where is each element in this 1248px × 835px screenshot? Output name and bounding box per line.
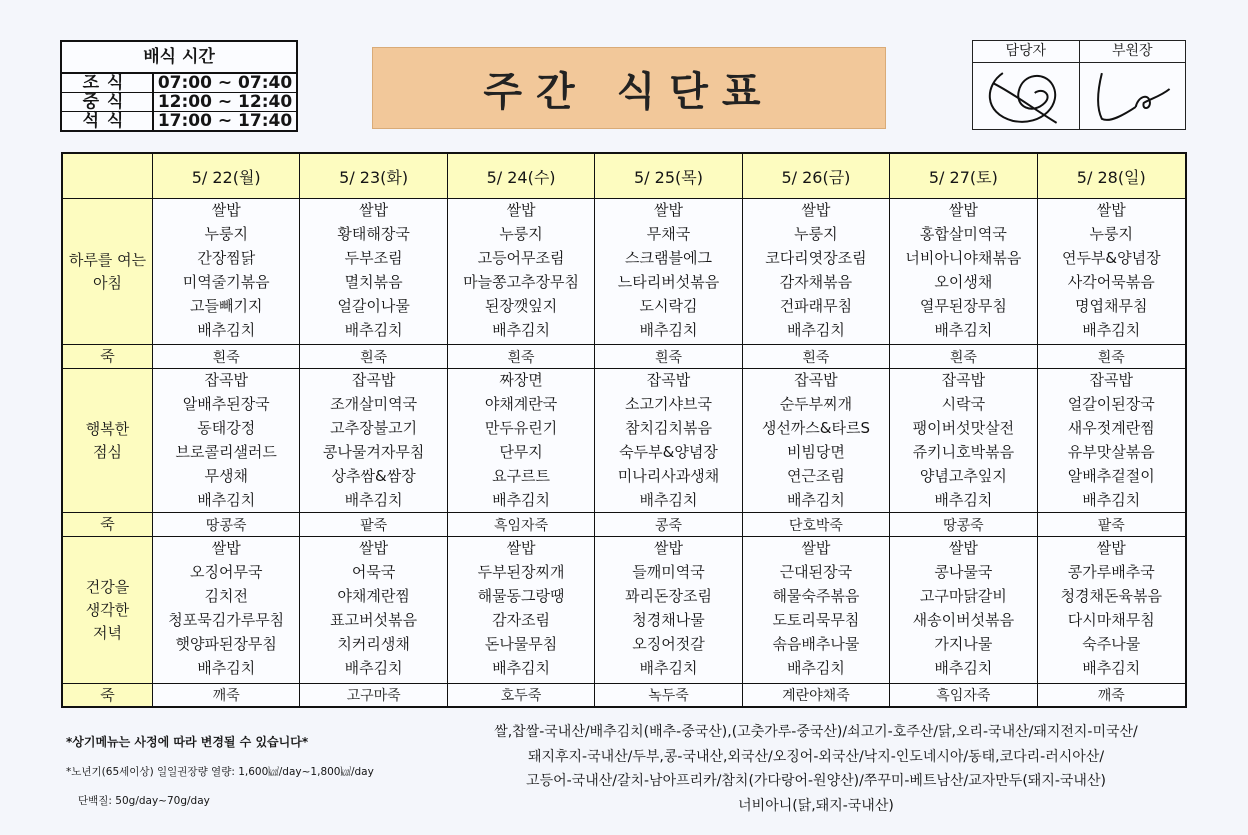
menu-item: 브로콜리샐러드: [175, 443, 277, 461]
menu-cell: [153, 369, 300, 513]
menu-item: 간장찜닭: [197, 249, 256, 267]
day-header: 5/ 23(화): [300, 154, 447, 199]
menu-item: 조개살미역국: [330, 395, 418, 413]
porridge-cell: 깨죽: [153, 684, 300, 706]
menu-item: 쌀밥: [948, 201, 978, 219]
menu-item: 만두유린기: [484, 419, 558, 437]
menu-item: 짜장면: [499, 371, 543, 389]
porridge-cell: 땅콩죽: [890, 513, 1037, 537]
meal-label: 행복한 점심: [63, 369, 153, 513]
protein-note: 단백질: 50g/day~70g/day: [78, 795, 210, 807]
origin-line: 너비아니(닭,돼지-국내산): [738, 797, 894, 814]
porridge-cell: 호두죽: [448, 684, 595, 706]
approval-box: [972, 40, 1186, 130]
menu-item: 누룽지: [794, 225, 838, 243]
menu-item: 쌀밥: [211, 539, 241, 557]
menu-cell: [890, 537, 1037, 684]
menu-item: 황태해장국: [337, 225, 410, 243]
menu-item: 배추김치: [492, 491, 551, 509]
porridge-cell: 흰죽: [890, 345, 1037, 369]
corner-cell: [63, 154, 153, 199]
meal-label: 건강을 생각한 저녁: [63, 537, 153, 684]
porridge-label: 죽: [63, 513, 153, 537]
menu-item: 소고기샤브국: [625, 395, 712, 413]
menu-item: 배추김치: [344, 321, 403, 339]
menu-item: 알배추된장국: [182, 395, 270, 413]
page-title: 주간 식단표: [483, 68, 775, 115]
menu-item: 쌀밥: [654, 201, 683, 219]
menu-item: 쌀밥: [359, 539, 389, 557]
menu-item: 미역줄기볶음: [182, 273, 270, 291]
menu-item: 치커리생채: [337, 635, 410, 653]
menu-item: 얼갈이된장국: [1067, 395, 1155, 413]
menu-item: 고구마닭갈비: [919, 587, 1007, 605]
menu-item: 요구르트: [492, 467, 551, 485]
day-header: 5/ 24(수): [448, 154, 595, 199]
origin-line: 쌀,찹쌀-국내산/배추김치(배추-중국산),(고춧가루-중국산)/쇠고기-호주산/닭,오리-국내산/돼지전지-미국산/: [494, 724, 1138, 740]
day-header: 5/ 26(금): [743, 154, 890, 199]
menu-item: 청포묵김가루무침: [168, 611, 285, 629]
menu-item: 스크램블에그: [625, 249, 712, 267]
menu-item: 야채계란국: [484, 395, 558, 413]
menu-item: 연근조림: [786, 467, 845, 485]
menu-item: 두부된장찌개: [477, 563, 565, 581]
menu-item: 감자조림: [492, 611, 551, 629]
porridge-cell: 흰죽: [448, 345, 595, 369]
menu-item: 알배추겉절이: [1067, 467, 1155, 485]
menu-item: 쌀밥: [948, 539, 978, 557]
menu-item: 얼갈이나물: [337, 297, 410, 315]
menu-item: 해물동그랑땡: [477, 587, 565, 605]
vice-signature: [1080, 63, 1186, 129]
meal-time-row-dinner: [62, 112, 296, 131]
menu-item: 누룽지: [204, 225, 248, 243]
porridge-cell: 팥죽: [1038, 513, 1185, 537]
menu-item: 다시마채무침: [1067, 611, 1155, 629]
change-notice: *상기메뉴는 사정에 따라 변경될 수 있습니다*: [66, 735, 309, 749]
menu-item: 가지나물: [934, 635, 993, 653]
menu-item: 비빔당면: [786, 443, 845, 461]
menu-cell: [743, 369, 890, 513]
menu-item: 쌀밥: [1096, 539, 1126, 557]
menu-item: 배추김치: [639, 491, 698, 509]
menu-cell: [153, 537, 300, 684]
menu-item: 쌀밥: [359, 201, 389, 219]
menu-item: 햇양파된장무침: [175, 635, 277, 653]
porridge-cell: 팥죽: [300, 513, 447, 537]
menu-item: 근대된장국: [779, 563, 853, 581]
meal-time-row-breakfast: [62, 74, 296, 93]
meal-label: 하루를 여는 아침: [63, 199, 153, 345]
menu-item: 참치김치볶음: [625, 419, 712, 437]
origin-line: 돼지후지-국내산/두부,콩-국내산,외국산/오징어-외국산/낙지-인도네시아/동태,코다리-러시아산/: [527, 748, 1105, 765]
menu-cell: [448, 369, 595, 513]
menu-item: 꽈리돈장조림: [625, 587, 712, 605]
energy-note: *노년기(65세이상) 일일권장량 열량: 1,600㎉/day~1,800㎉/day: [66, 766, 374, 778]
porridge-cell: 녹두죽: [595, 684, 742, 706]
porridge-cell: 단호박죽: [743, 513, 890, 537]
menu-item: 감자채볶음: [779, 273, 853, 291]
day-header: 5/ 28(일): [1038, 154, 1185, 199]
porridge-cell: 흰죽: [153, 345, 300, 369]
menu-item: 고등어무조림: [477, 249, 565, 267]
menu-item: 잡곡밥: [941, 371, 986, 389]
meal-time-table: [60, 40, 298, 132]
menu-cell: [300, 369, 447, 513]
menu-item: 고추장불고기: [330, 419, 418, 437]
menu-cell: [595, 369, 742, 513]
menu-cell: [743, 537, 890, 684]
staff-signature-icon: [973, 63, 1079, 129]
menu-item: 고들빼기지: [189, 297, 263, 315]
menu-item: 솎음배추나물: [772, 635, 860, 653]
menu-item: 사각어묵볶음: [1067, 273, 1155, 291]
menu-item: 쌀밥: [801, 201, 831, 219]
porridge-cell: 콩죽: [595, 513, 742, 537]
porridge-cell: 흰죽: [1038, 345, 1185, 369]
menu-item: 된장깻잎지: [484, 297, 558, 315]
menu-item: 두부조림: [344, 249, 403, 267]
menu-cell: [300, 199, 447, 345]
menu-item: 배추김치: [492, 659, 551, 677]
porridge-cell: 고구마죽: [300, 684, 447, 706]
menu-item: 쥬키니호박볶음: [912, 443, 1015, 461]
menu-item: 배추김치: [786, 491, 845, 509]
porridge-cell: 흰죽: [743, 345, 890, 369]
porridge-label: 죽: [63, 684, 153, 706]
menu-cell: [1038, 369, 1185, 513]
menu-item: 배추김치: [344, 659, 403, 677]
menu-cell: [1038, 199, 1185, 345]
menu-item: 쌀밥: [1096, 201, 1126, 219]
meal-time-value: 17:00 ~ 17:40: [157, 111, 293, 131]
menu-item: 쌀밥: [211, 201, 241, 219]
meal-time-label: 중식: [62, 93, 154, 111]
menu-item: 배추김치: [1082, 491, 1141, 509]
menu-cell: [595, 537, 742, 684]
menu-item: 배추김치: [197, 321, 256, 339]
menu-item: 배추김치: [786, 659, 845, 677]
porridge-cell: 땅콩죽: [153, 513, 300, 537]
menu-item: 쌀밥: [506, 201, 536, 219]
menu-item: 연두부&양념장: [1061, 249, 1161, 267]
menu-item: 콩가루배추국: [1067, 563, 1155, 581]
porridge-cell: 계란야채죽: [743, 684, 890, 706]
menu-item: 청경채나물: [632, 611, 705, 629]
origin-info: [446, 720, 1186, 818]
menu-item: 쌀밥: [506, 539, 536, 557]
menu-item: 코다리엿장조림: [765, 249, 867, 267]
approval-vice: [1079, 41, 1186, 129]
menu-item: 배추김치: [934, 321, 993, 339]
menu-item: 잡곡밥: [351, 371, 396, 389]
day-header: 5/ 27(토): [890, 154, 1037, 199]
menu-item: 마늘쫑고추장무침: [463, 273, 580, 291]
menu-item: 오징어무국: [189, 563, 263, 581]
menu-item: 도시락김: [639, 297, 698, 315]
menu-item: 너비아니야채볶음: [905, 249, 1022, 267]
menu-item: 배추김치: [1082, 659, 1141, 677]
menu-cell: [890, 369, 1037, 513]
menu-item: 누룽지: [1089, 225, 1134, 243]
porridge-cell: 흑임자죽: [448, 513, 595, 537]
menu-cell: [890, 199, 1037, 345]
menu-cell: [448, 537, 595, 684]
porridge-cell: 흰죽: [300, 345, 447, 369]
menu-item: 야채계란찜: [337, 587, 410, 605]
menu-item: 무채국: [646, 225, 691, 243]
menu-item: 생선까스&타르S: [761, 419, 870, 437]
meal-time-row-lunch: [62, 93, 296, 112]
meal-time-value: 12:00 ~ 12:40: [157, 92, 293, 112]
menu-item: 유부맛살볶음: [1067, 443, 1155, 461]
menu-item: 들깨미역국: [632, 563, 705, 581]
menu-item: 배추김치: [197, 659, 256, 677]
menu-item: 배추김치: [344, 491, 403, 509]
menu-item: 누룽지: [499, 225, 543, 243]
menu-item: 배추김치: [492, 321, 551, 339]
menu-item: 표고버섯볶음: [330, 611, 418, 629]
menu-item: 돈나물무침: [484, 635, 558, 653]
menu-item: 배추김치: [934, 491, 993, 509]
menu-item: 도토리묵무침: [772, 611, 860, 629]
menu-item: 배추김치: [639, 321, 698, 339]
menu-cell: [743, 199, 890, 345]
day-header: 5/ 25(목): [595, 154, 742, 199]
weekly-menu-table: [61, 152, 1187, 708]
menu-item: 어묵국: [351, 563, 396, 581]
meal-time-label: 조식: [62, 74, 154, 92]
menu-item: 배추김치: [1082, 321, 1141, 339]
menu-cell: [153, 199, 300, 345]
approval-vice-label: 부원장: [1080, 41, 1186, 63]
menu-item: 팽이버섯맛살전: [912, 419, 1015, 437]
menu-cell: [300, 537, 447, 684]
menu-item: 숙주나물: [1082, 635, 1141, 653]
menu-item: 미나리사과생채: [617, 467, 720, 485]
menu-item: 멸치볶음: [344, 273, 403, 291]
menu-item: 새송이버섯볶음: [912, 611, 1015, 629]
approval-staff: [973, 41, 1079, 129]
porridge-label: 죽: [63, 345, 153, 369]
menu-item: 콩나물겨자무침: [322, 443, 425, 461]
menu-item: 무생채: [204, 467, 248, 485]
menu-item: 홍합살미역국: [919, 225, 1007, 243]
porridge-cell: 깨죽: [1038, 684, 1185, 706]
menu-item: 배추김치: [197, 491, 256, 509]
menu-item: 배추김치: [786, 321, 845, 339]
menu-item: 순두부찌개: [779, 395, 853, 413]
menu-item: 콩나물국: [934, 563, 993, 581]
menu-item: 배추김치: [934, 659, 993, 677]
footer-notes: [66, 733, 446, 822]
menu-item: 단무지: [499, 443, 543, 461]
meal-time-title: 배식 시간: [62, 42, 296, 74]
staff-signature: [973, 63, 1079, 129]
menu-item: 열무된장무침: [919, 297, 1007, 315]
menu-item: 오이생채: [934, 273, 993, 291]
porridge-cell: 흑임자죽: [890, 684, 1037, 706]
approval-staff-label: 담당자: [973, 41, 1079, 63]
menu-item: 명엽채무침: [1075, 297, 1148, 315]
porridge-cell: 흰죽: [595, 345, 742, 369]
menu-item: 잡곡밥: [1089, 371, 1134, 389]
menu-item: 잡곡밥: [646, 371, 691, 389]
origin-line: 고등어-국내산/갈치-남아프리카/참치(가다랑어-원양산)/쭈꾸미-베트남산/교자만두(돼지-국내산): [526, 773, 1106, 789]
menu-item: 잡곡밥: [204, 371, 248, 389]
menu-item: 건파래무침: [779, 297, 853, 315]
menu-cell: [595, 199, 742, 345]
menu-item: 느타리버섯볶음: [617, 273, 720, 291]
title-banner: [372, 47, 886, 129]
menu-item: 동태강정: [197, 419, 256, 437]
menu-item: 쌀밥: [654, 539, 683, 557]
day-header: 5/ 22(월): [153, 154, 300, 199]
menu-item: 배추김치: [639, 659, 698, 677]
menu-item: 해물숙주볶음: [772, 587, 860, 605]
menu-item: 잡곡밥: [794, 371, 838, 389]
menu-item: 쌀밥: [801, 539, 831, 557]
menu-cell: [448, 199, 595, 345]
menu-item: 새우젓계란찜: [1067, 419, 1155, 437]
menu-item: 양념고추잎지: [919, 467, 1007, 485]
meal-time-value: 07:00 ~ 07:40: [157, 73, 293, 93]
vice-signature-icon: [1080, 63, 1186, 129]
menu-item: 시락국: [941, 395, 986, 413]
menu-item: 김치전: [204, 587, 248, 605]
menu-item: 오징어젓갈: [632, 635, 705, 653]
meal-time-label: 석식: [62, 112, 154, 131]
menu-item: 숙두부&양념장: [619, 443, 718, 461]
menu-cell: [1038, 537, 1185, 684]
menu-item: 상추쌈&쌈장: [331, 467, 416, 485]
menu-item: 청경채돈육볶음: [1060, 587, 1162, 605]
